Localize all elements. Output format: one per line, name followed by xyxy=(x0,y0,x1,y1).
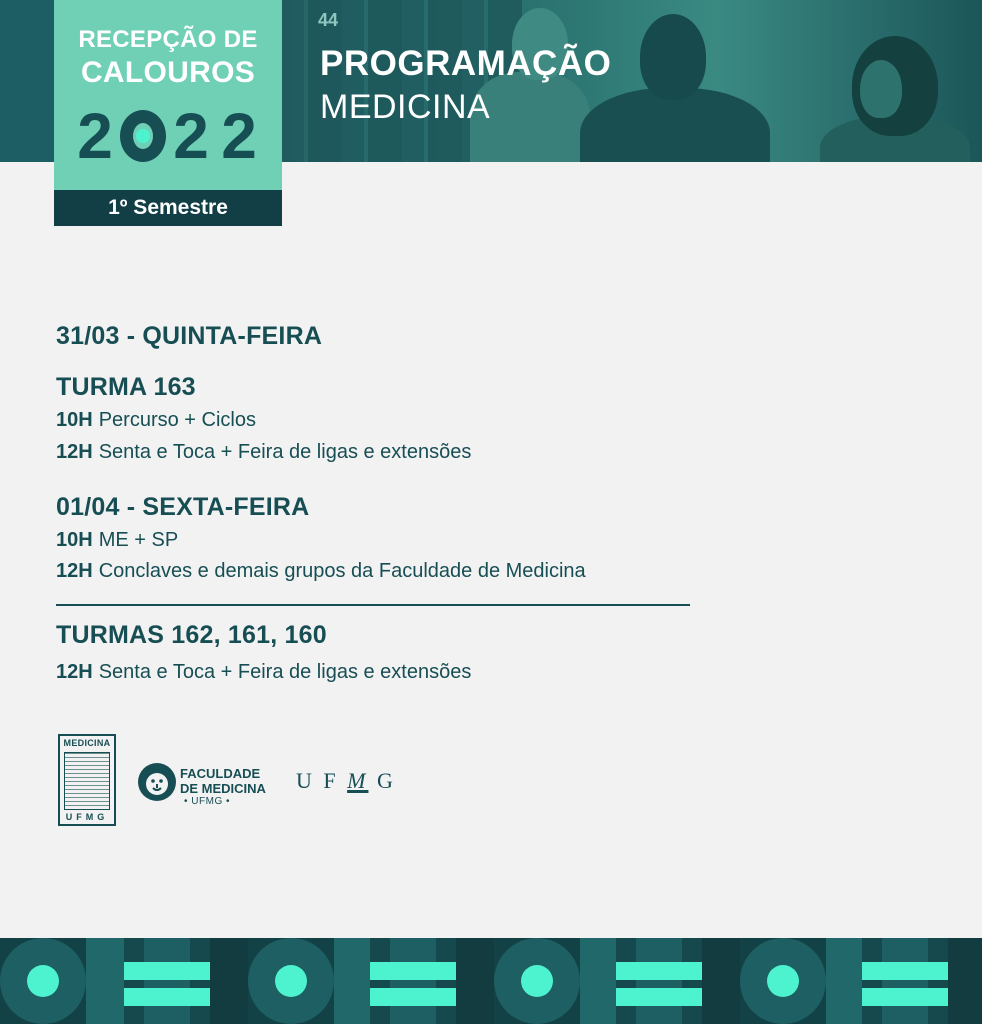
pattern-block xyxy=(948,938,982,1024)
pattern-block xyxy=(702,938,740,1024)
schedule-activity: Percurso + Ciclos xyxy=(98,409,256,431)
schedule-time: 10H xyxy=(56,409,93,431)
medicina-logo-bottom-text: UFMG xyxy=(65,812,109,822)
schedule-row xyxy=(56,441,471,464)
bars-pattern-icon xyxy=(370,938,456,1024)
pattern-block xyxy=(456,938,494,1024)
bars-pattern-icon xyxy=(616,938,702,1024)
circle-pattern-icon xyxy=(248,938,334,1024)
schedule-row xyxy=(56,661,471,684)
circle-pattern-icon xyxy=(740,938,826,1024)
faculdade-logo-line-1: FACULDADE xyxy=(180,766,261,781)
pattern-block xyxy=(210,938,248,1024)
circle-pattern-icon xyxy=(494,938,580,1024)
section-divider xyxy=(56,604,690,606)
building-number: 44 xyxy=(318,10,339,30)
badge-line-2: CALOUROS xyxy=(80,56,256,89)
badge-line-1: RECEPÇÃO DE xyxy=(78,26,258,53)
schedule-activity: Senta e Toca + Feira de ligas e extensões xyxy=(98,441,472,463)
schedule-activity: Senta e Toca + Feira de ligas e extensões xyxy=(98,661,472,683)
year-digit: 2 xyxy=(221,100,257,172)
schedule-activity: Conclaves e demais grupos da Faculdade de Medicina xyxy=(98,560,586,582)
bars-pattern-icon xyxy=(862,938,948,1024)
day-heading: 01/04 - SEXTA-FEIRA xyxy=(56,493,310,521)
medicina-logo-top-text: MEDICINA xyxy=(63,738,111,748)
ufmg-logo xyxy=(296,768,396,794)
footer-pattern xyxy=(0,938,982,1024)
ufmg-logo-suffix: G xyxy=(368,768,396,793)
schedule-row xyxy=(56,409,256,432)
ufmg-logo-prefix: U F xyxy=(296,768,348,793)
photo-person-2-head xyxy=(640,14,706,100)
bars-pattern-icon xyxy=(124,938,210,1024)
lion-head-icon xyxy=(136,758,178,806)
semester-label: 1º Semestre xyxy=(54,190,282,226)
schedule-time: 12H xyxy=(56,661,93,683)
schedule-time: 12H xyxy=(56,560,93,582)
page-title: PROGRAMAÇÃO xyxy=(320,44,612,83)
schedule-activity: ME + SP xyxy=(98,529,179,551)
schedule-row xyxy=(56,560,586,583)
year-zero-circle-icon xyxy=(120,110,166,162)
year-digit: 2 xyxy=(173,100,209,172)
badge-year xyxy=(72,100,262,172)
day-heading: 31/03 - QUINTA-FEIRA xyxy=(56,322,323,350)
faculdade-logo-line-2: DE MEDICINA xyxy=(180,781,266,796)
schedule-time: 10H xyxy=(56,529,93,551)
year-digit: 2 xyxy=(77,100,113,172)
group-heading: TURMA 163 xyxy=(56,373,196,401)
schedule-row xyxy=(56,529,178,552)
medicina-ufmg-logo xyxy=(58,734,116,826)
caduceus-emblem-icon xyxy=(64,752,110,810)
group-heading: TURMAS 162, 161, 160 xyxy=(56,621,327,649)
faculdade-logo-line-3: • UFMG • xyxy=(184,796,230,807)
ufmg-logo-m: M xyxy=(347,768,369,793)
event-badge xyxy=(54,0,282,190)
page-subtitle: MEDICINA xyxy=(320,88,491,126)
circle-pattern-icon xyxy=(0,938,86,1024)
schedule-time: 12H xyxy=(56,441,93,463)
photo-person-3-face xyxy=(860,60,902,118)
